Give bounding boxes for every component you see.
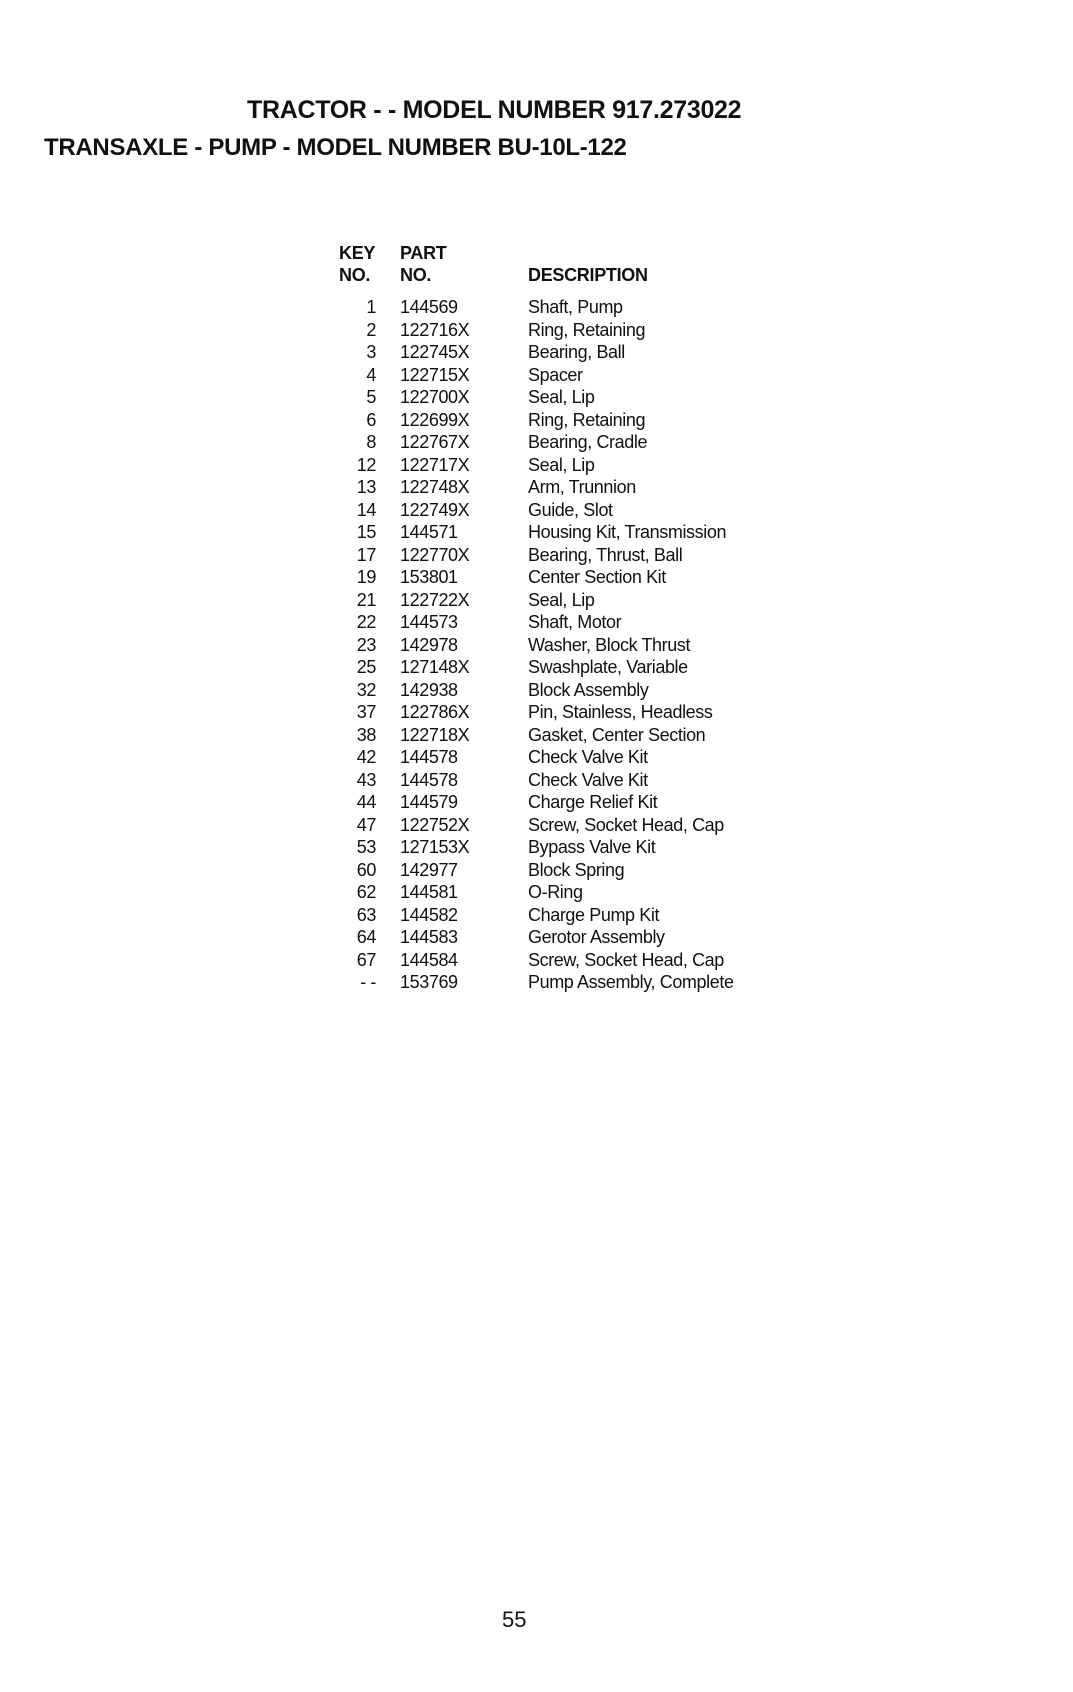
table-row bbox=[330, 410, 890, 433]
key-cell: 60 bbox=[356, 859, 376, 880]
description-cell: Ring, Retaining bbox=[528, 409, 646, 430]
key-cell: 63 bbox=[356, 904, 376, 925]
key-cell: 14 bbox=[356, 499, 376, 520]
table-row bbox=[330, 432, 890, 455]
table-row bbox=[330, 365, 890, 388]
key-cell: 25 bbox=[356, 657, 376, 677]
page-subtitle: TRANSAXLE - PUMP - MODEL NUMBER BU-10L-122 bbox=[44, 134, 627, 161]
page-title: TRACTOR - - MODEL NUMBER 917.273022 bbox=[247, 96, 742, 124]
description-cell: Gasket, Center Section bbox=[528, 724, 706, 745]
table-row bbox=[330, 927, 890, 950]
key-cell: 19 bbox=[356, 567, 376, 587]
description-cell: Bearing, Ball bbox=[528, 342, 625, 362]
key-cell: 44 bbox=[356, 792, 376, 812]
table-row bbox=[330, 545, 890, 568]
part-number-cell: 144571 bbox=[400, 522, 458, 542]
table-row bbox=[330, 297, 890, 320]
key-cell: 47 bbox=[356, 814, 376, 835]
part-number-cell: 122752X bbox=[400, 814, 470, 835]
table-row bbox=[330, 837, 890, 860]
key-cell: 8 bbox=[366, 432, 376, 452]
part-number-cell: 122715X bbox=[400, 364, 470, 385]
description-cell: Seal, Lip bbox=[528, 589, 595, 610]
parts-list bbox=[330, 297, 890, 995]
key-cell: 15 bbox=[356, 522, 376, 542]
description-cell: Screw, Socket Head, Cap bbox=[528, 814, 724, 835]
key-cell: 62 bbox=[356, 882, 376, 902]
key-cell: 67 bbox=[356, 949, 376, 970]
part-number-cell: 122770X bbox=[400, 544, 470, 565]
description-header: DESCRIPTION bbox=[528, 265, 648, 285]
part-number-cell: 144579 bbox=[400, 792, 458, 812]
description-cell: Charge Pump Kit bbox=[528, 904, 660, 925]
part-number-cell: 144581 bbox=[400, 882, 458, 902]
description-cell: Center Section Kit bbox=[528, 567, 666, 587]
description-cell: Ring, Retaining bbox=[528, 319, 646, 340]
part-number-cell: 142977 bbox=[400, 859, 458, 880]
part-number-cell: 142938 bbox=[400, 679, 458, 700]
description-cell: Guide, Slot bbox=[528, 499, 613, 520]
description-cell: Charge Relief Kit bbox=[528, 792, 658, 812]
table-row bbox=[330, 972, 890, 995]
description-cell: Block Assembly bbox=[528, 679, 649, 700]
key-cell: 17 bbox=[356, 544, 376, 565]
table-row bbox=[330, 500, 890, 523]
part-number-cell: 122749X bbox=[400, 499, 470, 520]
description-cell: Washer, Block Thrust bbox=[528, 634, 691, 655]
part-number-cell: 144569 bbox=[400, 297, 458, 317]
table-row bbox=[330, 950, 890, 973]
part-number-cell: 122786X bbox=[400, 702, 470, 722]
table-row bbox=[330, 612, 890, 635]
part-number-cell: 144578 bbox=[400, 747, 458, 767]
key-cell: 4 bbox=[366, 364, 376, 385]
description-cell: Shaft, Pump bbox=[528, 297, 623, 317]
key-cell: 23 bbox=[356, 634, 376, 655]
key-cell: 21 bbox=[356, 589, 376, 610]
description-cell: O-Ring bbox=[528, 882, 583, 902]
description-cell: Housing Kit, Transmission bbox=[528, 522, 727, 542]
description-cell: Spacer bbox=[528, 364, 583, 385]
description-cell: Bearing, Cradle bbox=[528, 432, 648, 452]
key-cell: 6 bbox=[366, 409, 376, 430]
part-number-cell: 127148X bbox=[400, 657, 470, 677]
description-cell: Arm, Trunnion bbox=[528, 477, 636, 497]
table-row bbox=[330, 770, 890, 793]
table-row bbox=[330, 792, 890, 815]
table-row bbox=[330, 657, 890, 680]
description-cell: Seal, Lip bbox=[528, 454, 595, 475]
key-header-line2: NO. bbox=[339, 265, 371, 285]
part-number-cell: 122748X bbox=[400, 477, 470, 497]
table-row bbox=[330, 590, 890, 613]
table-row bbox=[330, 815, 890, 838]
part-header-line1: PART bbox=[400, 243, 447, 263]
key-cell: 1 bbox=[366, 297, 376, 317]
key-cell: 42 bbox=[356, 747, 376, 767]
table-row bbox=[330, 455, 890, 478]
description-cell: Bearing, Thrust, Ball bbox=[528, 544, 683, 565]
part-number-cell: 122767X bbox=[400, 432, 470, 452]
table-row bbox=[330, 567, 890, 590]
part-number-cell: 122699X bbox=[400, 409, 470, 430]
key-cell: 13 bbox=[356, 477, 376, 497]
table-row bbox=[330, 522, 890, 545]
table-row bbox=[330, 320, 890, 343]
part-number-cell: 127153X bbox=[400, 837, 470, 857]
part-number-cell: 142978 bbox=[400, 634, 458, 655]
description-cell: Block Spring bbox=[528, 859, 625, 880]
description-cell: Gerotor Assembly bbox=[528, 927, 665, 947]
table-row bbox=[330, 342, 890, 365]
key-cell: 3 bbox=[366, 342, 376, 362]
part-number-cell: 153769 bbox=[400, 972, 458, 992]
table-row bbox=[330, 882, 890, 905]
key-cell: 32 bbox=[356, 679, 376, 700]
part-number-cell: 122700X bbox=[400, 387, 470, 407]
key-cell: 12 bbox=[356, 454, 376, 475]
description-cell: Pump Assembly, Complete bbox=[528, 972, 734, 992]
key-cell: 5 bbox=[366, 387, 376, 407]
table-row bbox=[330, 905, 890, 928]
table-row bbox=[330, 680, 890, 703]
description-cell: Shaft, Motor bbox=[528, 612, 622, 632]
description-cell: Check Valve Kit bbox=[528, 769, 648, 790]
table-row bbox=[330, 702, 890, 725]
part-number-cell: 144578 bbox=[400, 769, 458, 790]
key-cell: 22 bbox=[356, 612, 376, 632]
part-number-cell: 144583 bbox=[400, 927, 458, 947]
description-cell: Bypass Valve Kit bbox=[528, 837, 656, 857]
part-number-cell: 122745X bbox=[400, 342, 470, 362]
description-cell: Swashplate, Variable bbox=[528, 657, 688, 677]
part-number-cell: 122716X bbox=[400, 319, 470, 340]
table-row bbox=[330, 860, 890, 883]
description-cell: Seal, Lip bbox=[528, 387, 595, 407]
key-cell: 38 bbox=[356, 724, 376, 745]
key-cell: 43 bbox=[356, 769, 376, 790]
key-header-line1: KEY bbox=[339, 243, 376, 263]
part-header-line2: NO. bbox=[400, 265, 432, 285]
key-cell: 64 bbox=[356, 927, 376, 947]
table-row bbox=[330, 477, 890, 500]
key-cell: - - bbox=[360, 972, 376, 992]
part-number-cell: 144584 bbox=[400, 949, 458, 970]
key-cell: 2 bbox=[366, 319, 376, 340]
table-row bbox=[330, 635, 890, 658]
description-cell: Pin, Stainless, Headless bbox=[528, 702, 713, 722]
page-number: 55 bbox=[502, 1607, 527, 1632]
table-row bbox=[330, 387, 890, 410]
description-cell: Screw, Socket Head, Cap bbox=[528, 949, 724, 970]
part-number-cell: 122717X bbox=[400, 454, 470, 475]
table-row bbox=[330, 725, 890, 748]
part-number-cell: 122722X bbox=[400, 589, 470, 610]
key-cell: 37 bbox=[356, 702, 376, 722]
table-row bbox=[330, 747, 890, 770]
part-number-cell: 144582 bbox=[400, 904, 458, 925]
part-number-cell: 144573 bbox=[400, 612, 458, 632]
part-number-cell: 153801 bbox=[400, 567, 458, 587]
key-cell: 53 bbox=[356, 837, 376, 857]
part-number-cell: 122718X bbox=[400, 724, 470, 745]
description-cell: Check Valve Kit bbox=[528, 747, 648, 767]
